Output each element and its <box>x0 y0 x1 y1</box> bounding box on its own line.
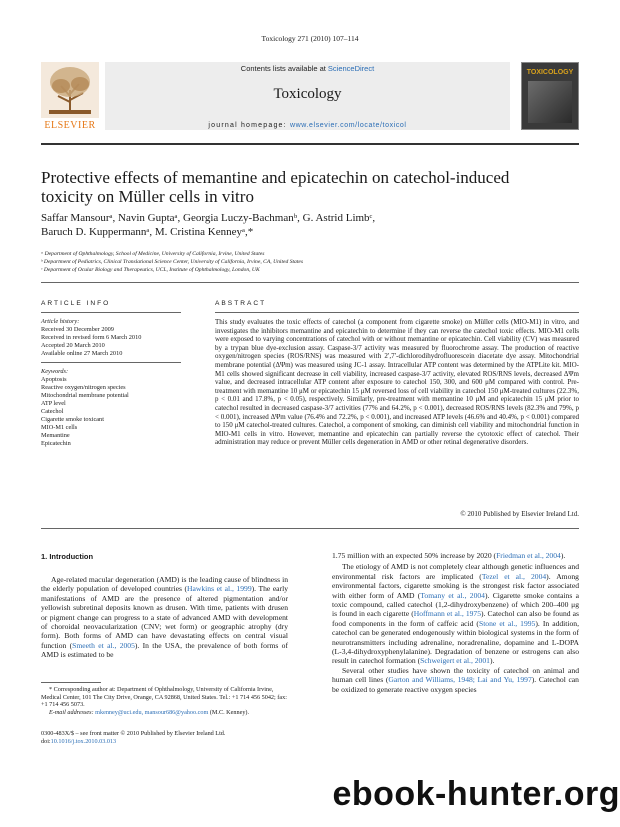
keyword: MIO-M1 cells <box>41 423 78 431</box>
contents-prefix: Contents lists available at <box>240 64 328 73</box>
publisher-name: ELSEVIER <box>44 120 96 131</box>
text-run: ). In the USA, the prevalence of both forms of AMD is estimated to be <box>41 640 289 660</box>
right-column <box>332 551 579 694</box>
citation-link[interactable]: Friedman et al., 2004 <box>496 551 561 560</box>
citation-link[interactable]: Schweigert et al., 2001 <box>420 656 490 666</box>
section-heading: 1. Introduction <box>41 552 94 561</box>
journal-homepage <box>105 122 510 129</box>
email-line <box>41 709 288 717</box>
citation-link[interactable]: Tomany et al., 2004 <box>420 590 485 600</box>
journal-banner <box>105 62 510 130</box>
abstract-heading: ABSTRACT <box>215 300 267 307</box>
history-revised: Received in revised form 6 March 2010 <box>41 334 142 341</box>
info-divider <box>41 312 181 313</box>
text-run: ). Catechol can also be found as food components in the form of caffeic acid ( <box>332 609 579 628</box>
authors-line-1: Saffar Mansourᵃ, Navin Guptaᵃ, Georgia Luczy-Bachmanᵇ, G. Astrid Limbᶜ, <box>41 212 376 224</box>
text-run: ). In addition, catechol can be generated endogenously within biological systems in the form of neurotransmitters including adrenaline, noradrenaline, dopamine and L-DOPA (L-3,4-dihydroxyphenylalanine). Degradation of benzene or estrogens can also result in catechol formation ( <box>332 618 579 666</box>
keyword: Mitochondrial membrane potential <box>41 391 129 399</box>
journal-name: Toxicology <box>273 86 342 102</box>
abstract-text: This study evaluates the toxic effects of catechol (a component from cigarette smoke) on Müller cells (MIO-M1) in vitro, and investigates the inhibitors memantine and epicatechin to determine if they can reverse the catechol toxic effects. MIO-M1 cells were exposed to varying concentrations of catechol with or without memantine or epicatechin. Cell viability (CV) was measured by a trypan blue dye-exclusion assay. Caspase-3/7 activity was measured by fluorochrome assay. The production of reactive oxygen/nitrogen species (ROS/RNS) was measured with 2′,7′-dichlorodihydrofluorescein diacetate dye assay. Mitochondrial membrane potential (ΔΨm) was measured using JC-1 assay. Intracellular ATP content was determined by the ATPLite kit. MIO-M1 cells showed significant decrease in cell viability, increased caspase-3/7 activity, elevated ROS/RNS levels, decreased ΔΨm value, and decreased intracellular ATP content after exposure to catechol 150, 300, and 600 μM compared with control. Pre-treatment with memantine 10 μM or epicatechin 15 μM reversed loss of cell viability in catechol 150 μM-treated cultures (22.3%, p < 0.01 and 17.8%, p < 0.05), respectively. Similarly, pre-treatment with memantine 10 μM and epicatechin 15 μM prior to catechol resulted in decreased caspase-3/7 activities (77% and 64.2%, p < 0.001), decreased ROS/RNS levels (82.3% and 79%, p < 0.001), increased ΔΨm value (76.4% and 72.2%, p < 0.001), and increased ATP levels (46.6% and 40.4%, p < 0.001) compared to 150 μM catechol-treated cultures. Catechol, a component of smoking, can diminish cell viability and mitochondrial function in MIO-M1 cells in vitro. However, memantine and epicatechin can partially reverse the cytotoxic effect of catechol. Their administration may reduce or prevent Müller cells degeneration in AMD or other retinal degenerative disorders. <box>215 318 579 447</box>
header-divider <box>41 143 579 145</box>
text-run: ). Among environmental factors, cigarette smoking is the strongest risk factor associated with either form of AMD ( <box>332 571 579 600</box>
article-info-heading: ARTICLE INFO <box>41 300 111 307</box>
corresponding-author: * Corresponding author at: Department of Ophthalmology, University of California Irvine, Medical Center, 101 The City Drive, Orange, CA 92868, United States. Tel.: +1 714 456 5042; fax: +1 714 456 5073. <box>41 686 287 709</box>
cover-title: TOXICOLOGY <box>526 69 574 76</box>
text-run: ). The early manifestations of AMD are the presence of altered pigmentation and/or yellowish subretinal deposits known as drusen. With time, patients with drusen or pigment change can progress to a state of advanced AMD with development of choroidal neovacularization (CNV; wet form) or geographic atrophy (dry form). Both forms of AMD can have devastating effects on central visual function ( <box>41 584 288 650</box>
homepage-prefix: journal homepage: <box>208 122 290 129</box>
cover-image <box>528 81 572 123</box>
text-run: ). Catechol can be oxidized to generate reactive oxygen species <box>332 675 579 694</box>
corresponding-author-footnote <box>41 686 288 717</box>
publication-info <box>41 730 261 745</box>
article-title <box>41 168 579 206</box>
homepage-link[interactable]: www.elsevier.com/locate/toxicol <box>289 122 407 129</box>
title-line-1: Protective effects of memantine and epicatechin on catechol-induced <box>41 168 510 187</box>
keyword: Epicatechin <box>41 439 71 447</box>
abstract-divider <box>215 312 579 313</box>
text-run: 1.75 million with an expected 50% increase by 2020 ( <box>332 551 497 560</box>
title-line-2: toxicity on Müller cells in vitro <box>41 187 254 206</box>
keywords-label: Keywords: <box>41 367 69 375</box>
keyword: ATP level <box>41 399 66 407</box>
text-run: Age-related macular degeneration (AMD) is the leading cause of blindness in the elderly population of developed countries ( <box>41 575 288 594</box>
history-received: Received 30 December 2009 <box>41 326 114 333</box>
citation-link[interactable]: Hoffmann et al., 1975 <box>413 609 482 619</box>
doi-link[interactable]: 10.1016/j.tox.2010.03.013 <box>50 737 117 745</box>
keyword: Catechol <box>41 407 64 415</box>
history-online: Available online 27 March 2010 <box>41 350 123 357</box>
watermark: ebook-hunter.org <box>332 775 620 813</box>
email-suffix: (M.C. Kenney). <box>208 709 250 717</box>
keyword: Reactive oxygen/nitrogen species <box>41 383 126 391</box>
citation-link[interactable]: Hawkins et al., 1999 <box>187 584 252 594</box>
text-run: ). Cigarette smoke contains a toxic compound, called catechol (1,2-dihydroxybenzene) of which 200–400 μg is found in each cigarette ( <box>332 590 579 619</box>
text-run: Several other studies have shown the toxicity of catechol on animal and human cell lines ( <box>332 665 579 685</box>
citation-link[interactable]: Stone et al., 1995 <box>478 618 536 628</box>
elsevier-logo <box>41 62 99 130</box>
affiliation-c: ᶜ Department of Ocular Biology and Therapeutics, UCL, Institute of Ophthalmology, London, UK <box>41 267 260 273</box>
paragraph <box>332 562 579 665</box>
paragraph <box>332 551 579 560</box>
journal-masthead <box>41 62 579 132</box>
left-column <box>41 575 288 660</box>
history-label: Article history: <box>41 318 80 325</box>
paragraph <box>332 666 579 694</box>
keyword: Cigarette smoke toxicant <box>41 415 104 423</box>
footnote-divider <box>41 682 101 683</box>
text-run: The etiology of AMD is not completely clear although genetic influences and environmental risk factors are implicated ( <box>332 562 579 581</box>
copyright-notice: © 2010 Published by Elsevier Ireland Ltd. <box>460 510 579 518</box>
article-info <box>41 318 181 448</box>
journal-reference: Toxicology 271 (2010) 107–114 <box>261 34 359 43</box>
citation-link[interactable]: Tezel et al., 2004 <box>481 571 547 581</box>
text-run: ). <box>489 656 495 666</box>
author-list <box>41 211 579 239</box>
affiliation-a: ᵃ Department of Ophthalmology, School of Medicine, University of California, Irvine, United States <box>41 251 265 257</box>
paragraph <box>41 575 288 660</box>
affiliation-divider <box>41 282 579 283</box>
abstract-end-divider <box>41 528 579 529</box>
issn-line: 0300-483X/$ – see front matter © 2010 Published by Elsevier Ireland Ltd. <box>41 730 226 737</box>
email-link[interactable]: mkenney@uci.edu, mansour686@yahoo.com <box>95 709 209 717</box>
sciencedirect-link[interactable]: ScienceDirect <box>327 64 375 73</box>
text-run: ). <box>560 551 566 560</box>
doi-line <box>41 738 261 746</box>
journal-cover <box>521 62 579 130</box>
elsevier-tree-icon <box>41 62 99 118</box>
doi-label: doi: <box>41 737 51 745</box>
citation-link[interactable]: Garton and Williams, 1948; Lai and Yu, 1997 <box>388 675 532 685</box>
history-accepted: Accepted 20 March 2010 <box>41 342 105 349</box>
contents-line <box>105 64 510 73</box>
keywords-divider <box>41 362 181 363</box>
keyword: Memantine <box>41 431 70 439</box>
citation-link[interactable]: Smeeth et al., 2005 <box>72 640 135 650</box>
keyword: Apoptosis <box>41 375 67 383</box>
authors-line-2: Baruch D. Kuppermannᵃ, M. Cristina Kenneyᵃ,* <box>41 226 254 238</box>
affiliation-b: ᵇ Department of Pediatrics, Clinical Translational Science Center, University of California, Irvine, CA, United States <box>41 259 304 265</box>
email-label: E-mail addresses: <box>49 709 96 717</box>
